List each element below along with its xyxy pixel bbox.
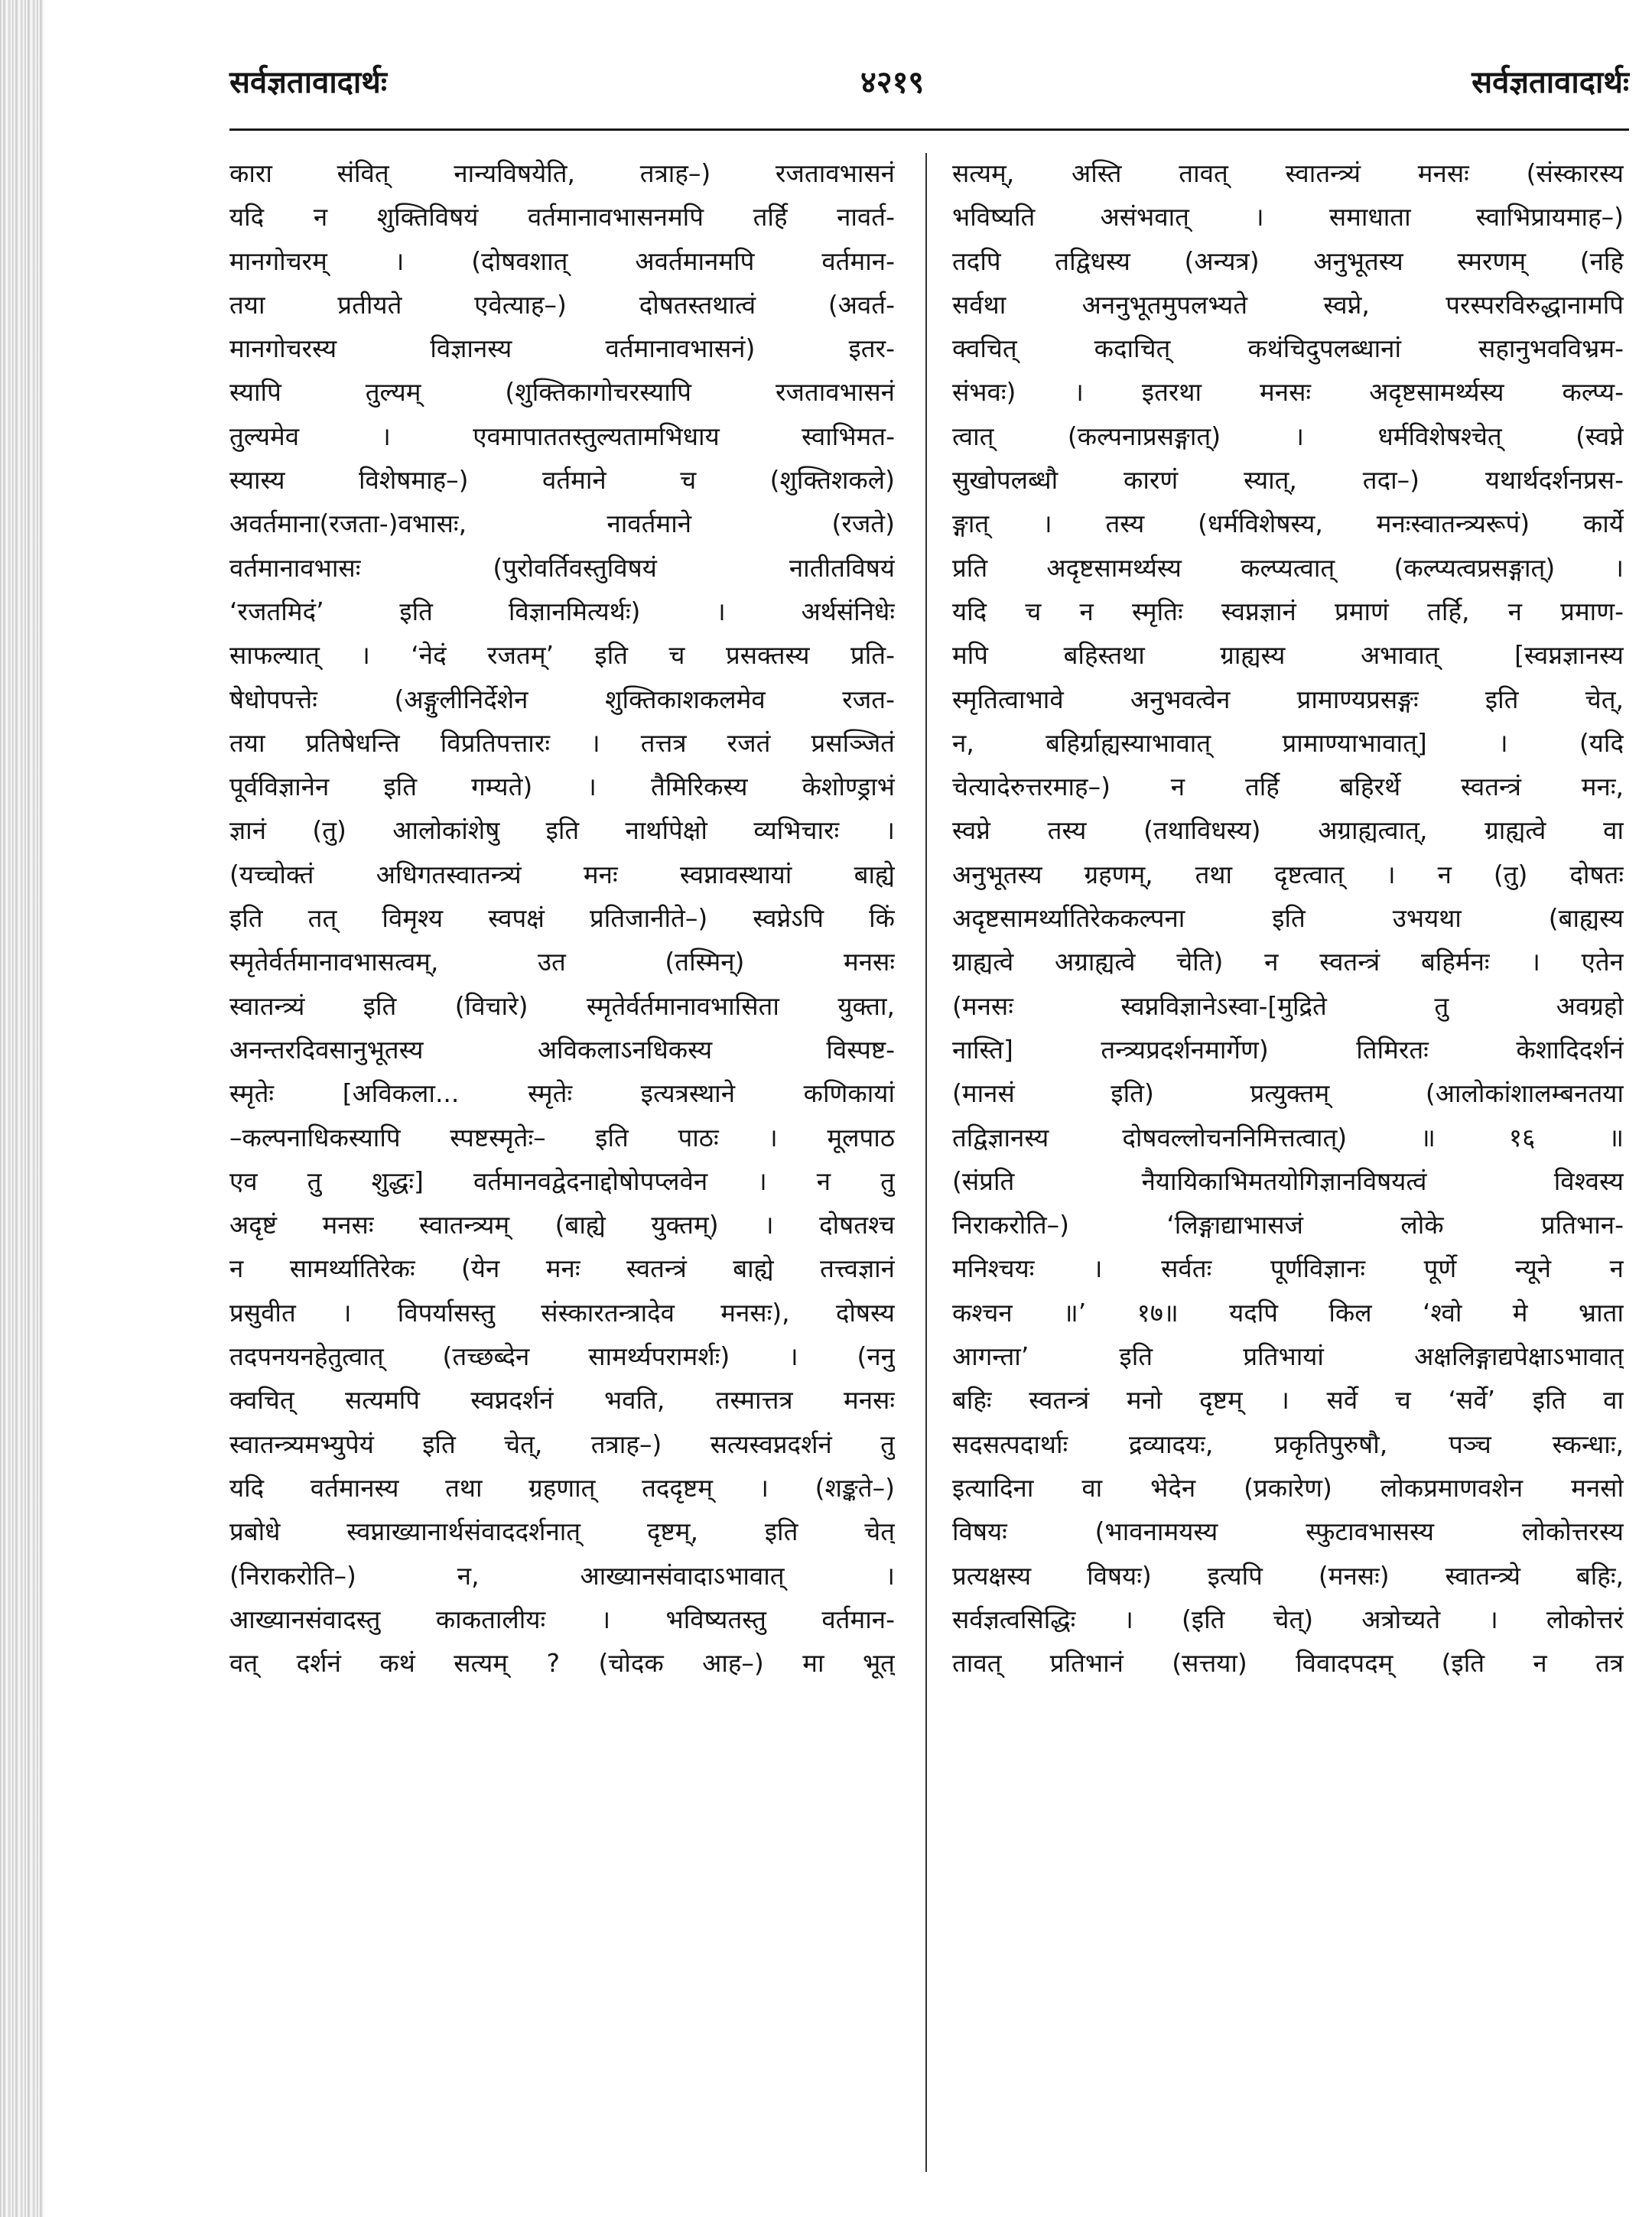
text-line: तदपनयनहेतुत्वात् (तच्छब्देन सामर्थ्यपरामर्शः) । (ननु: [229, 1341, 895, 1372]
text-line: सर्वथा अननुभूतमुपलभ्यते स्वप्ने, परस्परविरुद्धानामपि: [952, 289, 1624, 320]
text-line: ङ्गात् । तस्य (धर्मविशेषस्य, मनःस्वातन्त्र्यरूपं) कार्ये: [952, 509, 1624, 539]
text-line: तुल्यमेव । एवमापाततस्तुल्यतामभिधाय स्वाभिमत-: [229, 421, 895, 451]
text-line: इत्यादिना वा भेदेन (प्रकारेण) लोकप्रमाणवशेन मनसो: [952, 1472, 1624, 1503]
text-line: भविष्यति असंभवात् । समाधाता स्वाभिप्रायमाह–): [952, 202, 1624, 232]
text-line: निराकरोति–) ‘लिङ्गाद्याभासजं लोके प्रतिभान-: [952, 1210, 1624, 1240]
text-line: प्रत्यक्षस्य विषयः) इत्यपि (मनसः) स्वातन्त्र्ये बहिः,: [952, 1560, 1624, 1591]
text-line: अदृष्टसामर्थ्यातिरेककल्पना इति उभयथा (बाह्यस्य: [952, 903, 1624, 934]
text-line: यदि वर्तमानस्य तथा ग्रहणात् तददृष्टम् । (शङ्कते–): [229, 1472, 895, 1503]
text-line: बहिः स्वतन्त्रं मनो दृष्टम् । सर्वे च ‘सर्वे’ इति वा: [952, 1385, 1624, 1416]
text-line: यदि न शुक्तिविषयं वर्तमानावभासनमपि तर्हि नावर्त-: [229, 202, 895, 232]
text-line: सर्वज्ञत्वसिद्धिः । (इति चेत्) अत्रोच्यते । लोकोत्तरं: [952, 1604, 1624, 1634]
text-line: षेधोपपत्तेः (अङ्गुलीनिर्देशेन शुक्तिकाशकलमेव रजत-: [229, 684, 895, 714]
text-line: सत्यम्, अस्ति तावत् स्वातन्त्र्यं मनसः (संस्कारस्य: [952, 158, 1624, 188]
text-line: तावत् प्रतिभानं (सत्तया) विवादपदम् (इति न तत्र: [952, 1648, 1624, 1679]
text-line: स्मृतेर्वर्तमानावभासत्वम्, उत (तस्मिन्) मनसः: [229, 947, 895, 977]
text-line: नास्ति] तन्त्र्यप्रदर्शनमार्गेण) तिमिरतः केशादिदर्शनं: [952, 1034, 1624, 1065]
text-line: तया प्रतिषेधन्ति विप्रतिपत्तारः । तत्तत्र रजतं प्रसञ्जितं: [229, 727, 895, 758]
page-header: [229, 60, 1629, 113]
text-line: –कल्पनाधिकस्यापि स्पष्टस्मृतेः– इति पाठः । मूलपाठ: [229, 1122, 895, 1152]
right-text-column: [952, 151, 1624, 2170]
text-line: अनन्तरदिवसानुभूतस्य अविकलाऽनधिकस्य विस्पष्ट-: [229, 1034, 895, 1065]
text-line: चेत्यादेरुत्तरमाह–) न तर्हि बहिरर्थे स्वतन्त्रं मनः,: [952, 772, 1624, 802]
page-number: ४२१९: [860, 65, 925, 100]
text-line: तदपि तद्विधस्य (अन्यत्र) अनुभूतस्य स्मरणम् (नहि: [952, 245, 1624, 276]
column-divider: [925, 153, 927, 2172]
text-line: क्वचित् सत्यमपि स्वप्नदर्शनं भवति, तस्मात्तत्र मनसः: [229, 1385, 895, 1416]
text-line: ग्राह्यत्वे अग्राह्यत्वे चेति) न स्वतन्त्रं बहिर्मनः । एतेन: [952, 947, 1624, 977]
text-line: अनुभूतस्य ग्रहणम्, तथा दृष्टत्वात् । न (तु) दोषतः: [952, 859, 1624, 889]
book-binding-edge: [0, 0, 44, 2217]
text-line: ‘रजतमिदं’ इति विज्ञानमित्यर्थः) । अर्थसंनिधेः: [229, 596, 895, 626]
text-line: पूर्वविज्ञानेन इति गम्यते) । तैमिरिकस्य केशोण्ड्राभं: [229, 772, 895, 802]
running-title-right: सर्वज्ञतावादार्थः: [1472, 65, 1629, 100]
text-line: मपि बहिस्तथा ग्राह्यस्य अभावात् [स्वप्नज्ञानस्य: [952, 640, 1624, 671]
text-line: क्वचित् कदाचित् कथंचिदुपलब्धानां सहानुभवविभ्रम-: [952, 333, 1624, 364]
text-line: मानगोचरम् । (दोषवशात् अवर्तमानमपि वर्तमान-: [229, 245, 895, 276]
header-rule: [229, 128, 1629, 131]
text-line: ज्ञानं (तु) आलोकांशेषु इति नार्थापेक्षो व्यभिचारः ।: [229, 815, 895, 846]
text-line: एव तु शुद्धः] वर्तमानवद्वेदनाद्दोषोपप्लवेन । न तु: [229, 1165, 895, 1196]
text-line: तद्विज्ञानस्य दोषवल्लोचननिमित्तत्वात्) ॥ १६ ॥: [952, 1122, 1624, 1152]
text-line: सुखोपलब्धौ कारणं स्यात्, तदा–) यथार्थदर्शनप्रस-: [952, 465, 1624, 496]
text-line: कारा संवित् नान्यविषयेति, तत्राह–) रजतावभासनं: [229, 158, 895, 188]
text-line: स्यापि तुल्यम् (शुक्तिकागोचरस्यापि रजतावभासनं: [229, 377, 895, 408]
text-line: प्रसुवीत । विपर्यासस्तु संस्कारतन्त्रादेव मनसः), दोषस्य: [229, 1297, 895, 1328]
text-line: आगन्ता’ इति प्रतिभायां अक्षलिङ्गाद्यपेक्षाऽभावात्: [952, 1341, 1624, 1372]
text-line: यदि च न स्मृतिः स्वप्नज्ञानं प्रमाणं तर्हि, न प्रमाण-: [952, 596, 1624, 626]
text-line: स्वातन्त्र्यमभ्युपेयं इति चेत्, तत्राह–) सत्यस्वप्नदर्शनं तु: [229, 1429, 895, 1459]
text-line: त्वात् (कल्पनाप्रसङ्गात्) । धर्मविशेषश्चेत् (स्वप्ने: [952, 421, 1624, 451]
text-line: तया प्रतीयते एवेत्याह–) दोषतस्तथात्वं (अवर्त-: [229, 289, 895, 320]
text-line: कश्चन ॥’ १७॥ यदपि किल ‘श्वो मे भ्राता: [952, 1297, 1624, 1328]
text-line: साफल्यात् । ‘नेदं रजतम्’ इति च प्रसक्तस्य प्रति-: [229, 640, 895, 671]
left-text-column: [229, 151, 895, 2170]
text-line: अवर्तमाना(रजता-)वभासः, नावर्तमाने (रजते): [229, 509, 895, 539]
text-line: मनिश्चयः । सर्वतः पूर्णविज्ञानः पूर्णे न्यूने न: [952, 1253, 1624, 1284]
running-title-left: सर्वज्ञतावादार्थः: [229, 65, 387, 100]
text-line: न, बहिर्ग्राह्यस्याभावात् प्रामाण्याभावात्] । (यदि: [952, 727, 1624, 758]
text-line: मानगोचरस्य विज्ञानस्य वर्तमानावभासनं) इतर-: [229, 333, 895, 364]
text-line: (मनसः स्वप्नविज्ञानेऽस्वा-[मुद्रिते तु अवग्रहो: [952, 990, 1624, 1021]
text-line: अदृष्टं मनसः स्वातन्त्र्यम् (बाह्ये युक्तम्) । दोषतश्च: [229, 1210, 895, 1240]
text-line: विषयः (भावनामयस्य स्फुटावभासस्य लोकोत्तरस्य: [952, 1516, 1624, 1547]
text-line: स्मृतित्वाभावे अनुभवत्वेन प्रामाण्यप्रसङ्गः इति चेत्,: [952, 684, 1624, 714]
text-line: (निराकरोति–) न, आख्यानसंवादाऽभावात् ।: [229, 1560, 895, 1591]
text-line: स्वप्ने तस्य (तथाविधस्य) अग्राह्यत्वात्, ग्राह्यत्वे वा: [952, 815, 1624, 846]
text-line: स्मृतेः [अविकला... स्मृतेः इत्यत्रस्थाने कणिकायां: [229, 1078, 895, 1109]
text-line: (यच्चोक्तं अधिगतस्वातन्त्र्यं मनः स्वप्नावस्थायां बाह्ये: [229, 859, 895, 889]
text-line: स्वातन्त्र्यं इति (विचारे) स्मृतेर्वर्तमानावभासिता युक्ता,: [229, 990, 895, 1021]
text-line: (मानसं इति) प्रत्युक्तम् (आलोकांशालम्बनतया: [952, 1078, 1624, 1109]
text-line: प्रबोधे स्वप्नाख्यानार्थसंवाददर्शनात् दृष्टम्, इति चेत्: [229, 1516, 895, 1547]
text-line: संभवः) । इतरथा मनसः अदृष्टसामर्थ्यस्य कल्प्य-: [952, 377, 1624, 408]
text-line: न सामर्थ्यातिरेकः (येन मनः स्वतन्त्रं बाह्ये तत्त्वज्ञानं: [229, 1253, 895, 1284]
text-line: स्यास्य विशेषमाह–) वर्तमाने च (शुक्तिशकले): [229, 465, 895, 496]
text-line: सदसत्पदार्थाः द्रव्यादयः, प्रकृतिपुरुषौ, पञ्च स्कन्धाः,: [952, 1429, 1624, 1459]
text-line: वर्तमानावभासः (पुरोवर्तिवस्तुविषयं नातीतविषयं: [229, 552, 895, 583]
text-line: प्रति अदृष्टसामर्थ्यस्य कल्प्यत्वात् (कल्प्यत्वप्रसङ्गात्) ।: [952, 552, 1624, 583]
text-line: वत् दर्शनं कथं सत्यम् ? (चोदक आह–) मा भूत्: [229, 1648, 895, 1679]
text-line: इति तत् विमृश्य स्वपक्षं प्रतिजानीते–) स्वप्नेऽपि किं: [229, 903, 895, 934]
text-line: आख्यानसंवादस्तु काकतालीयः । भविष्यतस्तु वर्तमान-: [229, 1604, 895, 1634]
text-line: (संप्रति नैयायिकाभिमतयोगिज्ञानविषयत्वं विश्वस्य: [952, 1165, 1624, 1196]
